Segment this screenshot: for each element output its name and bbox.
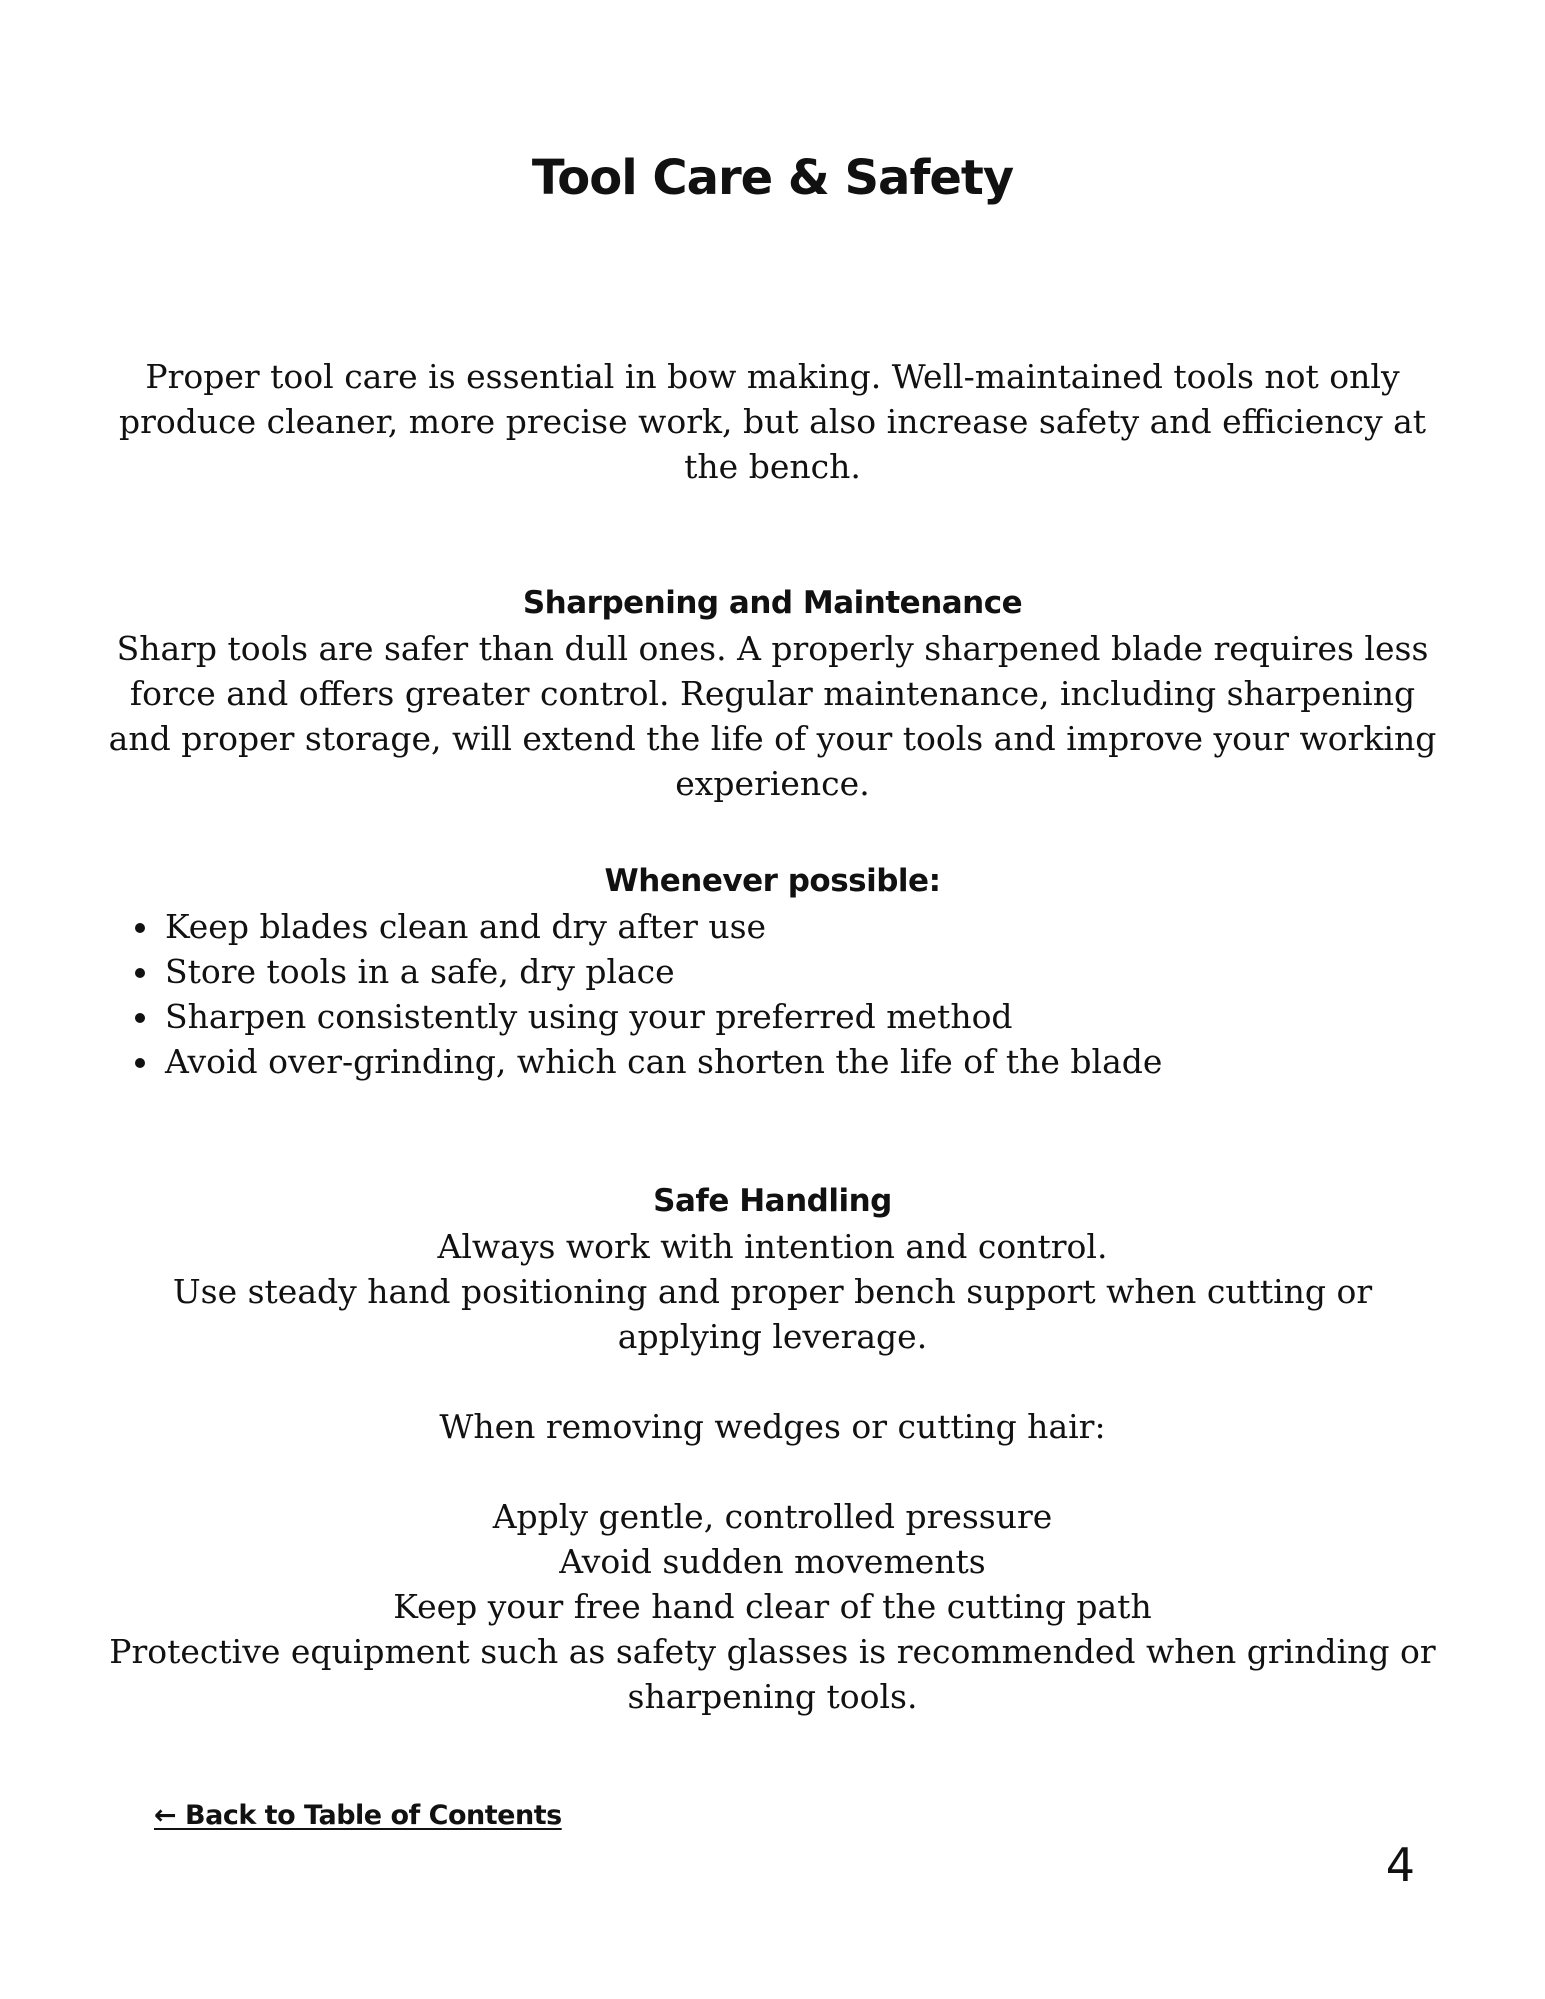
safe-handling-section <box>105 1178 1440 1719</box>
safe-handling-line: Apply gentle, controlled pressure <box>492 1497 1053 1536</box>
spacer <box>105 1449 1440 1494</box>
safe-handling-heading: Safe Handling <box>653 1183 892 1219</box>
spacer <box>105 1359 1440 1404</box>
sharpening-heading: Sharpening and Maintenance <box>522 585 1023 621</box>
list-item: • Store tools in a safe, dry place <box>162 949 1440 994</box>
safe-handling-line: Avoid sudden movements <box>559 1542 986 1581</box>
safe-handling-line: Keep your free hand clear of the cutting path <box>393 1587 1152 1626</box>
tool-care-list <box>105 904 1440 1084</box>
list-item: • Keep blades clean and dry after use <box>162 904 1440 949</box>
page-number: 4 <box>1385 1838 1415 1892</box>
whenever-section <box>105 858 1440 1084</box>
intro-section <box>105 354 1440 489</box>
sharpening-section <box>105 580 1440 806</box>
safe-handling-line: Protective equipment such as safety glasses is recommended when grinding or sharpening tools. <box>109 1632 1436 1716</box>
list-item: • Avoid over-grinding, which can shorten the life of the blade <box>162 1039 1440 1084</box>
safe-handling-line: When removing wedges or cutting hair: <box>439 1407 1106 1446</box>
safe-handling-line: Always work with intention and control. <box>437 1227 1108 1266</box>
sharpening-paragraph: Sharp tools are safer than dull ones. A properly sharpened blade requires less force and offers greater control. Regular maintenance, including sharpening and proper storage, will extend the life of your tools and improve your working experience. <box>108 629 1437 803</box>
list-item: • Sharpen consistently using your preferred method <box>162 994 1440 1039</box>
back-to-toc-link[interactable]: ← Back to Table of Contents <box>154 1800 562 1831</box>
whenever-heading: Whenever possible: <box>604 863 941 899</box>
page-title: Tool Care & Safety <box>531 150 1014 206</box>
safe-handling-line: Use steady hand positioning and proper bench support when cutting or applying leverage. <box>172 1272 1373 1356</box>
intro-paragraph: Proper tool care is essential in bow making. Well-maintained tools not only produce cleaner, more precise work, but also increase safety and efficiency at the bench. <box>118 357 1427 486</box>
